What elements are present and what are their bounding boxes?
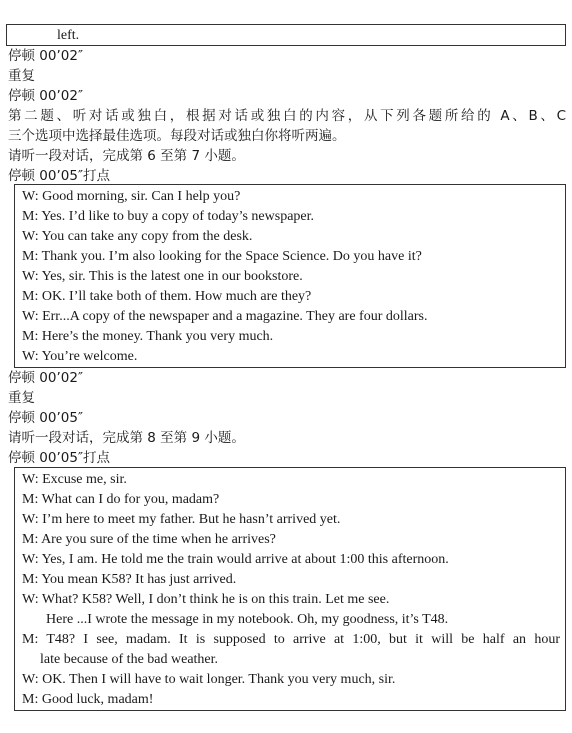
pause-marker: 停顿 00’02″ xyxy=(8,88,83,104)
dialogue1-line: M: Yes. I’d like to buy a copy of today’s newspaper. xyxy=(22,209,315,224)
dialogue1-line: W: Err...A copy of the newspaper and a magazine. They are four dollars. xyxy=(22,309,428,324)
dialogue2-line: W: What? K58? Well, I don’t think he is on this train. Let me see. xyxy=(22,592,390,607)
pause-marker: 停顿 00’05″ xyxy=(8,410,83,426)
dialogue1-line: M: Thank you. I’m also looking for the Space Science. Do you have it? xyxy=(22,249,422,264)
dialogue1-line: W: You’re welcome. xyxy=(22,349,138,364)
repeat-marker: 重复 xyxy=(8,68,35,84)
pause-marker: 停顿 00’02″ xyxy=(8,370,83,386)
dialogue1-line: M: OK. I’ll take both of them. How much are they? xyxy=(22,289,312,304)
dialogue2-line: W: OK. Then I will have to wait longer. Thank you very much, sir. xyxy=(22,672,396,687)
previous-transcript-text: left. xyxy=(57,28,80,43)
dialogue1-line: W: Yes, sir. This is the latest one in our bookstore. xyxy=(22,269,303,284)
part2-instruction-line1: 第二题、听对话或独白，根据对话或独白的内容，从下列各题所给的 A、B、C xyxy=(8,108,566,124)
part2-instruction-line2: 三个选项中选择最佳选项。每段对话或独白你将听两遍。 xyxy=(8,128,346,144)
pause-marker: 停顿 00’02″ xyxy=(8,48,83,64)
dialogue2-line: M: T48? I see, madam. It is supposed to arrive at 1:00, but it will be half an hour xyxy=(22,632,560,647)
dialogue2-line: Here ...I wrote the message in my notebook. Oh, my goodness, it’s T48. xyxy=(46,612,449,627)
dialogue1-line: M: Here’s the money. Thank you very much. xyxy=(22,329,274,344)
dialogue2-line: M: Good luck, madam! xyxy=(22,692,154,707)
dialogue2-line: M: You mean K58? It has just arrived. xyxy=(22,572,237,587)
dialogue1-line: W: Good morning, sir. Can I help you? xyxy=(22,189,241,204)
q8-9-pause: 停顿 00’05″打点 xyxy=(8,450,110,466)
dialogue1-line: W: You can take any copy from the desk. xyxy=(22,229,253,244)
dialogue2-line: W: I’m here to meet my father. But he hasn’t arrived yet. xyxy=(22,512,341,527)
repeat-marker: 重复 xyxy=(8,390,35,406)
q8-9-prompt: 请听一段对话，完成第 8 至第 9 小题。 xyxy=(8,430,245,446)
dialogue2-line: late because of the bad weather. xyxy=(40,652,219,667)
dialogue2-line: M: What can I do for you, madam? xyxy=(22,492,220,507)
previous-transcript-box xyxy=(6,24,566,46)
dialogue2-line: M: Are you sure of the time when he arrives? xyxy=(22,532,276,547)
q6-7-pause: 停顿 00’05″打点 xyxy=(8,168,110,184)
dialogue2-line: W: Excuse me, sir. xyxy=(22,472,127,487)
q6-7-prompt: 请听一段对话，完成第 6 至第 7 小题。 xyxy=(8,148,245,164)
dialogue2-line: W: Yes, I am. He told me the train would arrive at about 1:00 this afternoon. xyxy=(22,552,449,567)
